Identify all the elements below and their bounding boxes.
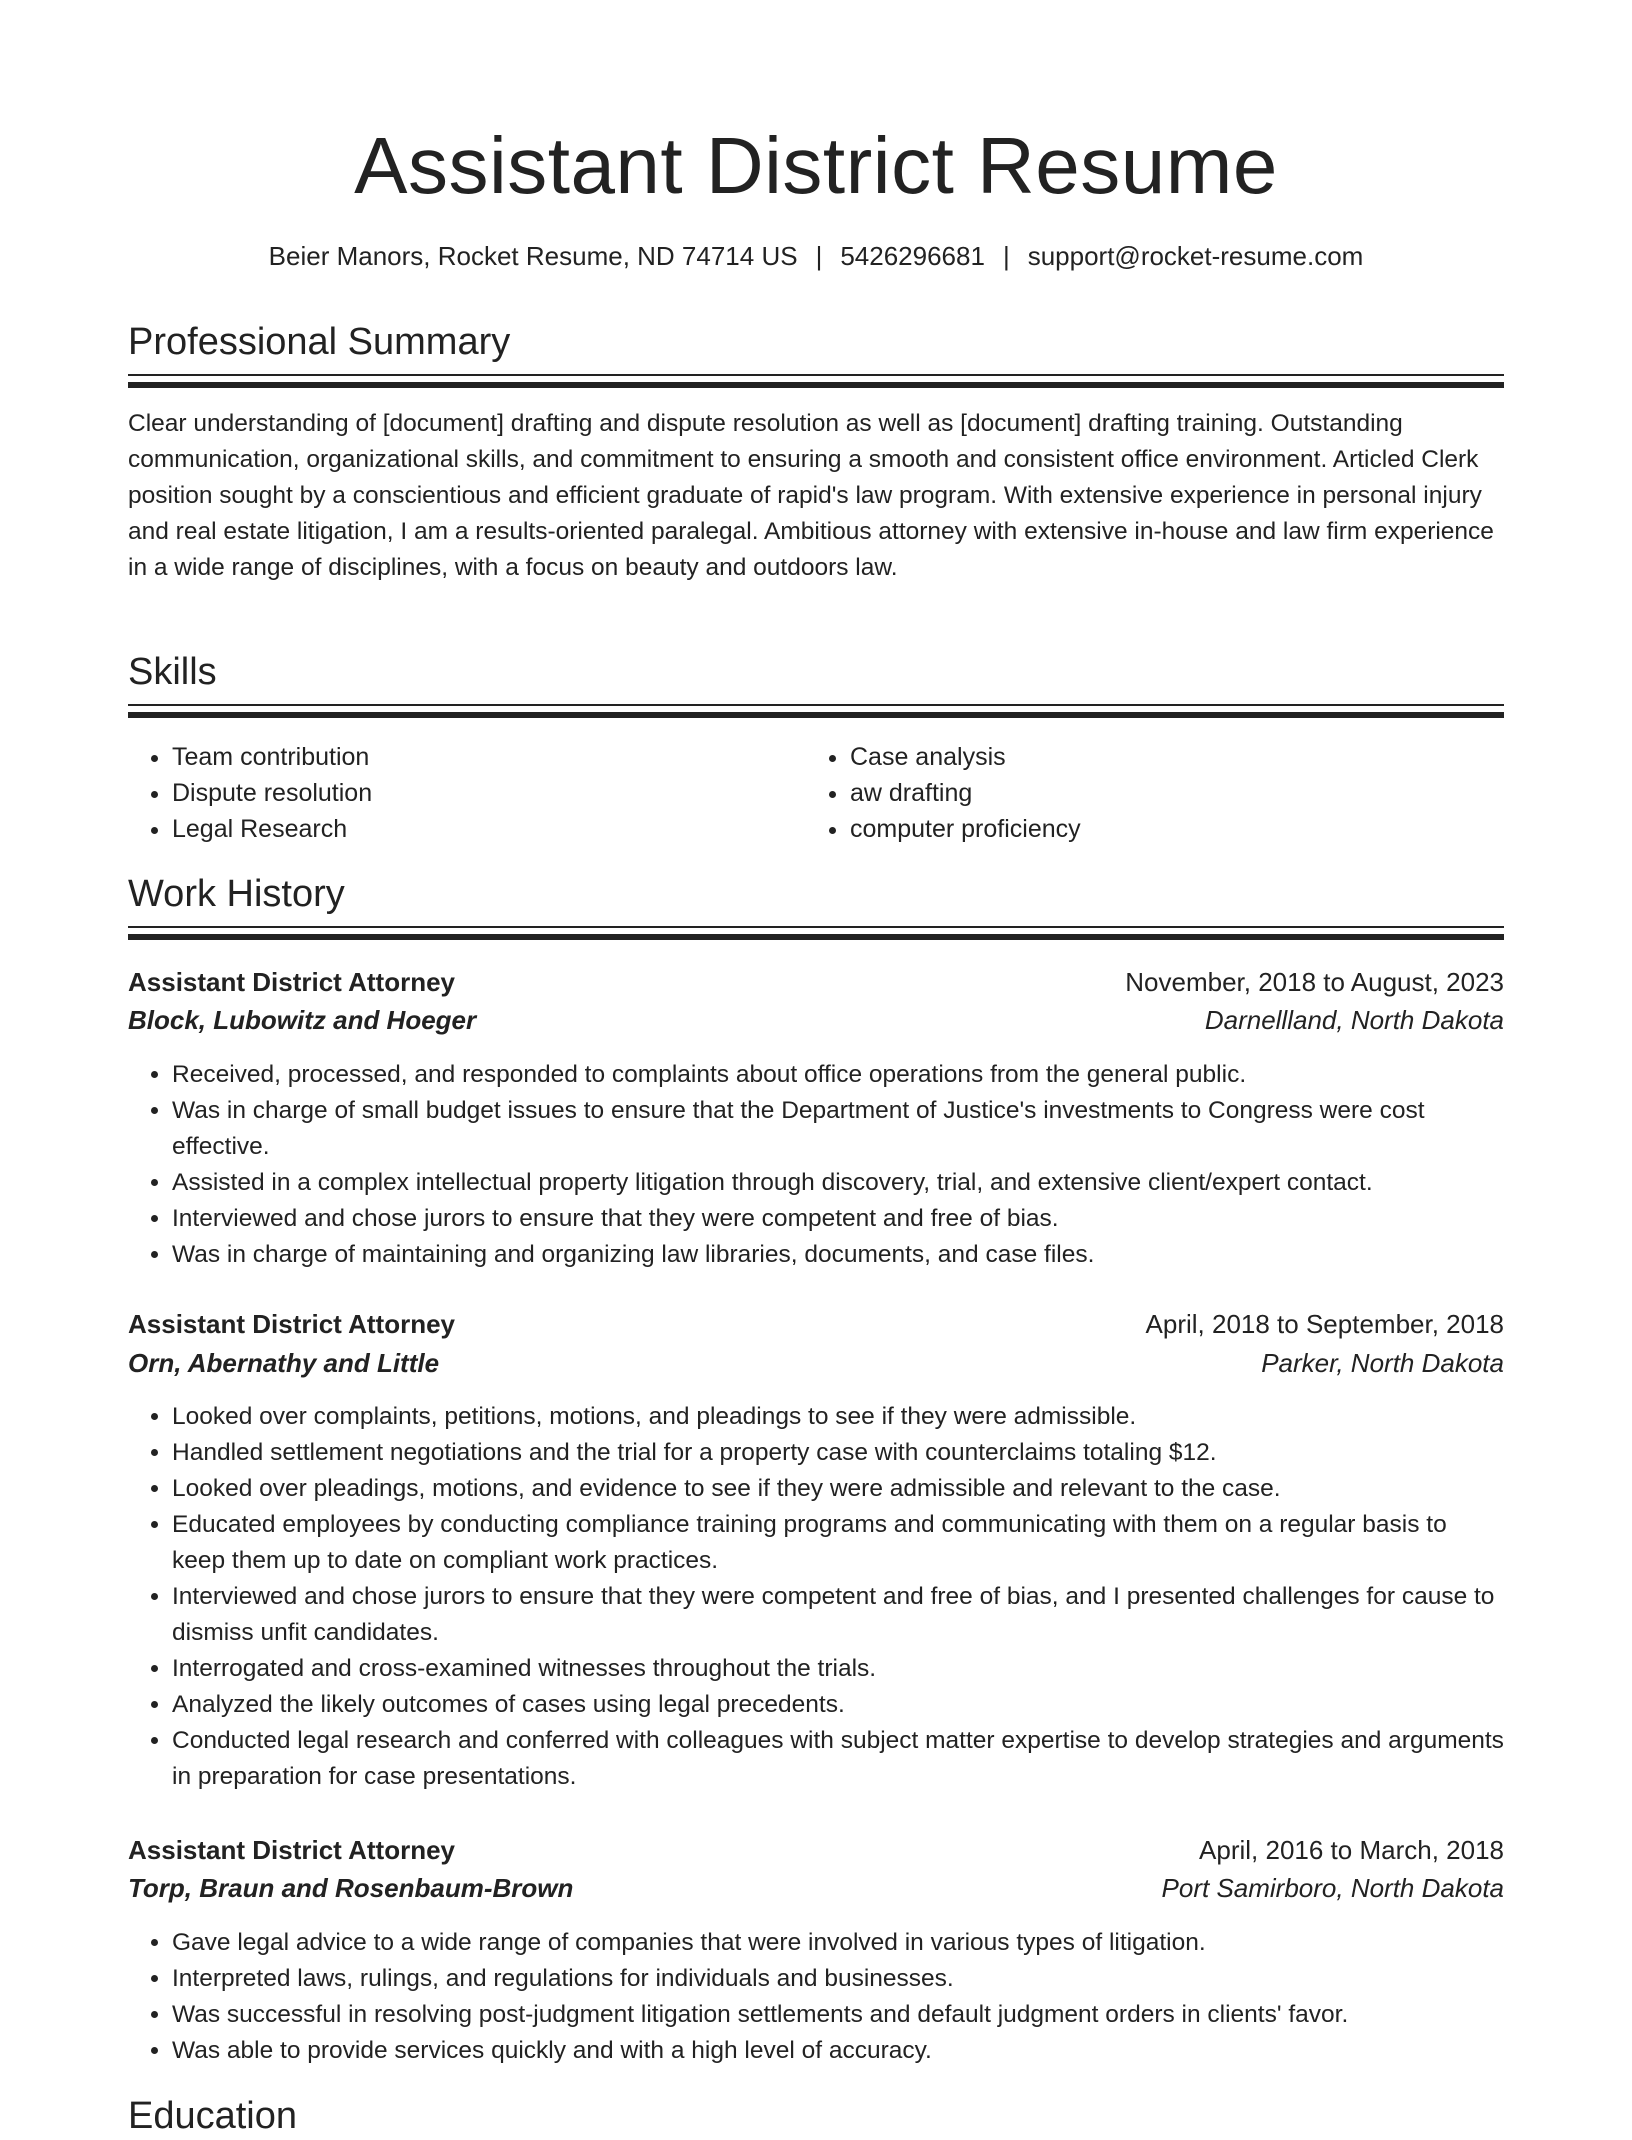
skills-list-right: [806, 739, 1081, 847]
job-bullet: • Looked over complaints, petitions, motions, and pleadings to see if they were admissible.: [172, 1399, 1504, 1435]
job-bullet: • Interrogated and cross-examined witnesses throughout the trials.: [172, 1651, 1504, 1687]
job-dates: April, 2018 to September, 2018: [1145, 1309, 1504, 1339]
job-dates: April, 2016 to March, 2018: [1199, 1835, 1504, 1865]
section-divider-thin: [128, 704, 1504, 706]
job-bullet: • Was successful in resolving post-judgment litigation settlements and default judgment orders in clients' favor.: [172, 1997, 1504, 2033]
job-bullet: • Gave legal advice to a wide range of companies that were involved in various types of litigation.: [172, 1925, 1504, 1961]
job-title: Assistant District Attorney: [128, 1835, 455, 1865]
contact-email: support@rocket-resume.com: [1027, 241, 1364, 271]
skill-item: • computer proficiency: [850, 811, 1081, 847]
job-bullet: • Was able to provide services quickly and with a high level of accuracy.: [172, 2033, 1504, 2069]
job-bullets: [128, 1399, 1504, 1795]
job-bullet: • Interpreted laws, rulings, and regulations for individuals and businesses.: [172, 1961, 1504, 1997]
contact-line: [128, 238, 1504, 274]
work-section-header: [128, 870, 1504, 918]
section-divider-thick: [128, 382, 1504, 388]
job-bullet: • Assisted in a complex intellectual property litigation through discovery, trial, and extensive client/expert contact.: [172, 1165, 1504, 1201]
contact-separator: |: [1002, 241, 1010, 271]
job-bullet: • Interviewed and chose jurors to ensure that they were competent and free of bias.: [172, 1201, 1504, 1237]
contact-address: Beier Manors, Rocket Resume, ND 74714 US: [268, 241, 798, 271]
skill-item: • aw drafting: [850, 775, 1081, 811]
job-company: Torp, Braun and Rosenbaum-Brown: [128, 1873, 574, 1903]
job-bullets: [128, 1057, 1504, 1273]
job-company: Block, Lubowitz and Hoeger: [128, 1005, 477, 1035]
summary-section-header: [128, 318, 1504, 366]
job-location: Port Samirboro, North Dakota: [1161, 1873, 1504, 1903]
resume-title: Assistant District Resume: [354, 121, 1278, 210]
contact-phone: 5426296681: [840, 241, 985, 271]
summary-heading: Professional Summary: [128, 321, 511, 363]
job-bullet: • Was in charge of small budget issues to ensure that the Department of Justice's investments to Congress were cost effective.: [172, 1093, 1504, 1165]
job-company: Orn, Abernathy and Little: [128, 1348, 440, 1378]
skill-item: • Dispute resolution: [172, 775, 372, 811]
skills-heading: Skills: [128, 651, 217, 693]
summary-text: Clear understanding of [document] drafting and dispute resolution as well as [document] drafting training. Outstanding communication, organizational skills, and commitment to ensuring a smooth and consistent office environment. Articled Clerk position sought by a conscientious and efficient graduate of rapid's law program. With extensive experience in personal injury and real estate litigation, I am a results-oriented paralegal. Ambitious attorney with extensive in-house and law firm experience in a wide range of disciplines, with a focus on beauty and outdoors law.: [128, 410, 1494, 581]
job-title: Assistant District Attorney: [128, 967, 455, 997]
job-bullets: [128, 1925, 1504, 2069]
skill-item: • Case analysis: [850, 739, 1081, 775]
section-divider-thin: [128, 374, 1504, 376]
job-bullet: • Interviewed and chose jurors to ensure that they were competent and free of bias, and I presented challenges for cause to dismiss unfit candidates.: [172, 1579, 1504, 1651]
skill-item: • Team contribution: [172, 739, 372, 775]
section-divider-thin: [128, 926, 1504, 928]
job-bullet: • Conducted legal research and conferred with colleagues with subject matter expertise to develop strategies and arguments in preparation for case presentations.: [172, 1723, 1504, 1795]
skills-list-left: [128, 739, 372, 847]
job-bullet: • Received, processed, and responded to complaints about office operations from the general public.: [172, 1057, 1504, 1093]
job-location: Parker, North Dakota: [1261, 1348, 1504, 1378]
contact-separator: |: [815, 241, 823, 271]
skill-item: • Legal Research: [172, 811, 372, 847]
education-heading: Education: [128, 2095, 298, 2137]
job-bullet: • Analyzed the likely outcomes of cases using legal precedents.: [172, 1687, 1504, 1723]
section-divider-thick: [128, 712, 1504, 718]
job-bullet: • Was in charge of maintaining and organizing law libraries, documents, and case files.: [172, 1237, 1504, 1273]
skills-section-header: [128, 648, 1504, 696]
job-dates: November, 2018 to August, 2023: [1125, 967, 1504, 997]
job-bullet: • Looked over pleadings, motions, and evidence to see if they were admissible and relevant to the case.: [172, 1471, 1504, 1507]
job-location: Darnellland, North Dakota: [1204, 1005, 1504, 1035]
job-title: Assistant District Attorney: [128, 1309, 455, 1339]
section-divider-thick: [128, 934, 1504, 940]
job-bullet: • Handled settlement negotiations and the trial for a property case with counterclaims totaling $12.: [172, 1435, 1504, 1471]
job-bullet: • Educated employees by conducting compliance training programs and communicating with them on a regular basis to keep them up to date on compliant work practices.: [172, 1507, 1504, 1579]
work-heading: Work History: [128, 873, 345, 915]
